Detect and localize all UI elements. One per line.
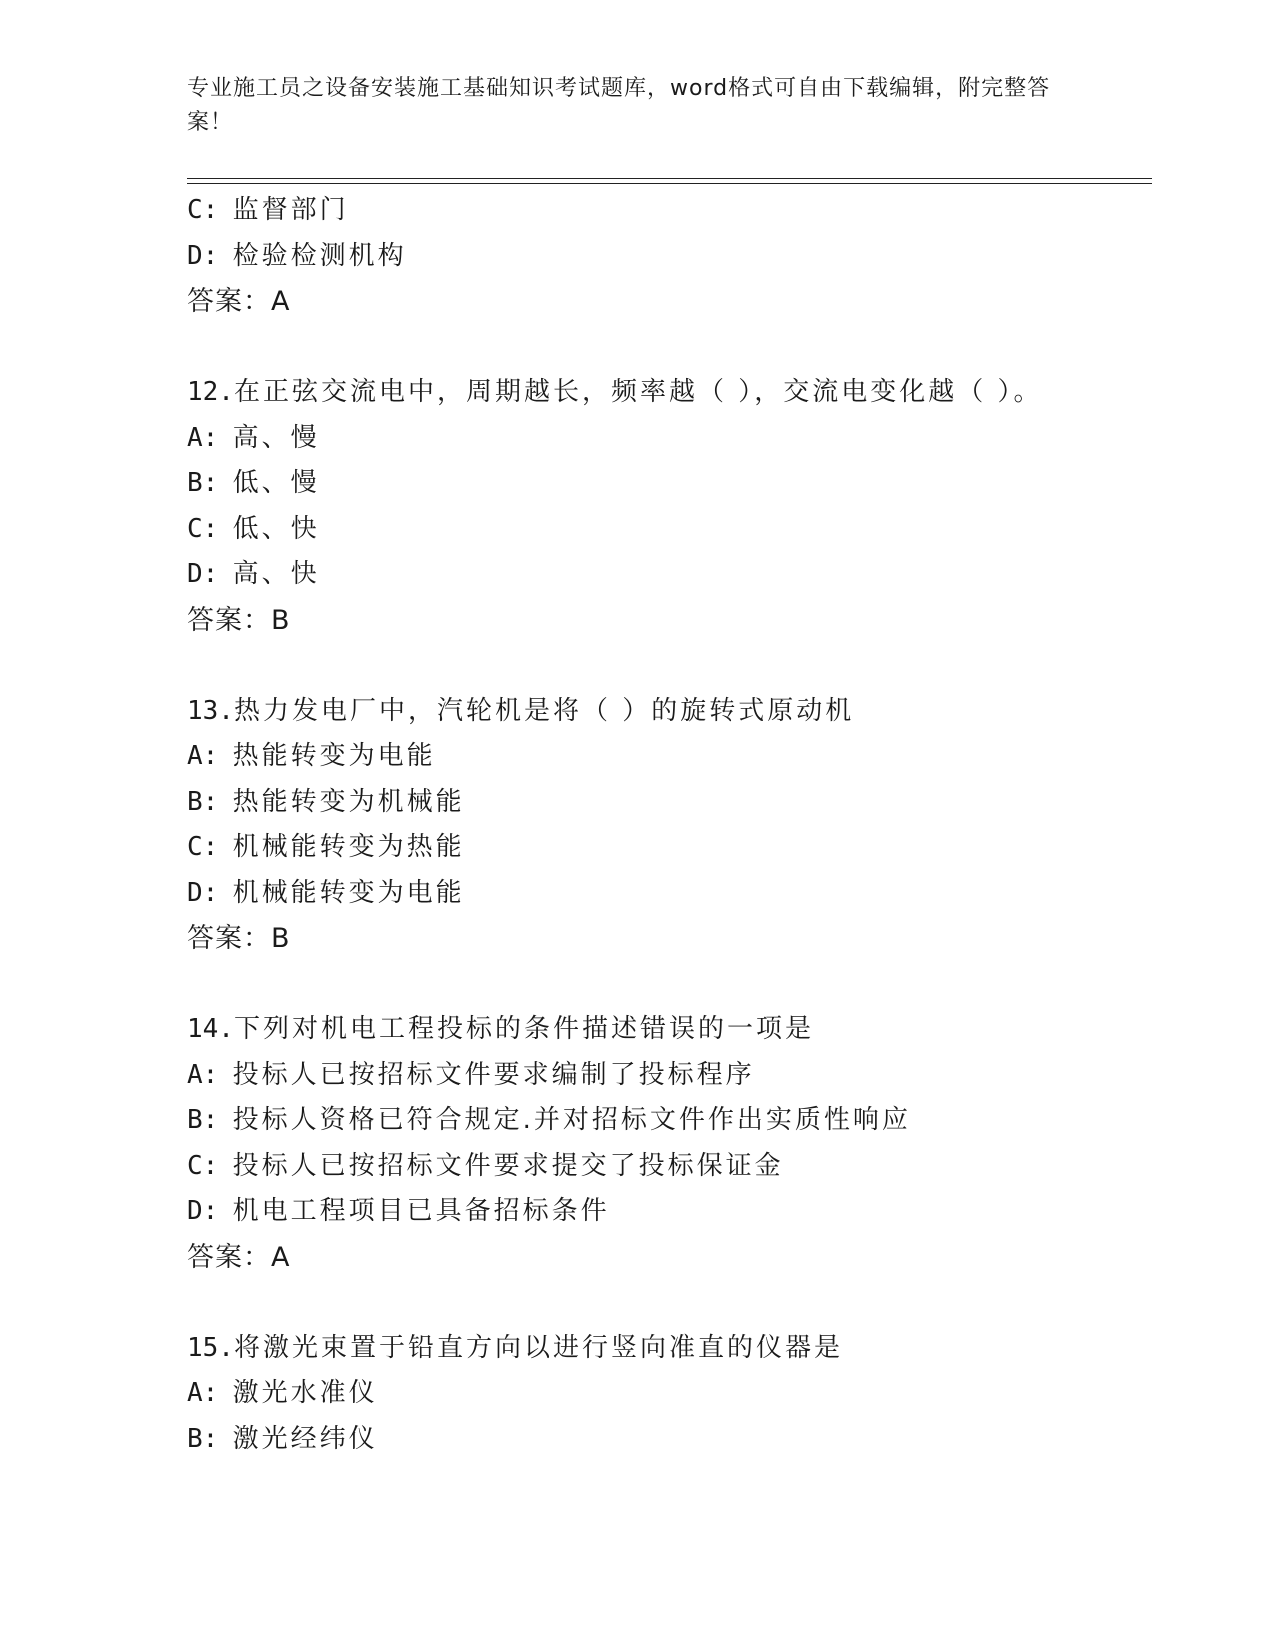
option-line	[187, 871, 1152, 917]
question-text: 将激光束置于铅直方向以进行竖向准直的仪器是	[233, 1332, 843, 1363]
option-text: 机电工程项目已具备招标条件	[232, 1196, 610, 1226]
option-label: A	[187, 1059, 203, 1090]
page-header	[187, 72, 1067, 140]
option-label: D	[187, 559, 203, 589]
option-separator: :	[202, 877, 219, 908]
answer-line: 答案：B	[187, 923, 291, 954]
option-label: D	[187, 240, 203, 271]
option-separator: :	[202, 1105, 219, 1135]
question-text: 热力发电厂中，汽轮机是将（ ）的旋转式原动机	[233, 695, 855, 726]
question-stem	[187, 689, 1152, 735]
option-label: D	[187, 877, 203, 908]
option-separator: :	[202, 468, 219, 498]
option-label: D	[187, 1196, 203, 1226]
option-separator: :	[202, 1196, 219, 1226]
option-line	[187, 461, 1152, 507]
spacer	[187, 325, 1152, 371]
option-text: 投标人已按招标文件要求提交了投标保证金	[232, 1150, 784, 1181]
option-separator: :	[202, 741, 219, 771]
option-text: 低、快	[232, 513, 320, 544]
option-line	[187, 188, 1152, 234]
option-text: 投标人已按招标文件要求编制了投标程序	[232, 1059, 755, 1090]
option-separator: :	[202, 1378, 219, 1408]
option-separator: :	[202, 559, 219, 589]
option-separator: :	[202, 832, 219, 862]
answer-line: 答案：B	[187, 604, 291, 636]
option-separator: :	[202, 786, 219, 817]
option-separator: :	[202, 1150, 219, 1181]
option-line	[187, 552, 1152, 598]
question-text: 下列对机电工程投标的条件描述错误的一项是	[233, 1014, 814, 1044]
spacer	[187, 1280, 1152, 1326]
option-label: A	[187, 422, 203, 453]
question-number: 13.	[187, 695, 234, 726]
option-text: 监督部门	[232, 195, 349, 225]
option-label: A	[187, 741, 203, 771]
option-line	[187, 734, 1152, 780]
option-line	[187, 507, 1152, 553]
option-separator: :	[202, 1423, 219, 1454]
question-stem	[187, 370, 1152, 416]
option-line	[187, 416, 1152, 462]
option-text: 机械能转变为热能	[232, 832, 465, 862]
document-title: 专业施工员之设备安装施工基础知识考试题库，word格式可自由下载编辑，附完整答案！	[187, 76, 1051, 135]
option-separator: :	[202, 1059, 219, 1090]
option-separator: :	[202, 422, 219, 453]
option-label: B	[187, 1105, 203, 1135]
option-line	[187, 780, 1152, 826]
option-text: 热能转变为机械能	[232, 786, 465, 817]
option-label: C	[187, 195, 203, 225]
option-label: B	[187, 1423, 203, 1454]
option-line	[187, 825, 1152, 871]
option-label: B	[187, 468, 203, 498]
option-text: 机械能转变为电能	[232, 877, 465, 908]
option-label: B	[187, 786, 203, 817]
option-label: A	[187, 1378, 203, 1408]
option-label: C	[187, 513, 203, 544]
spacer	[187, 962, 1152, 1008]
option-label: C	[187, 832, 203, 862]
option-line	[187, 1189, 1152, 1235]
option-text: 高、快	[232, 559, 320, 589]
answer-line: 答案：A	[187, 1241, 291, 1273]
option-text: 高、慢	[232, 422, 320, 453]
option-text: 投标人资格已符合规定.并对招标文件作出实质性响应	[232, 1105, 911, 1135]
option-line	[187, 1371, 1152, 1417]
option-line	[187, 1053, 1152, 1099]
option-line	[187, 1144, 1152, 1190]
option-text: 热能转变为电能	[232, 741, 436, 771]
question-number: 12.	[187, 377, 234, 407]
question-list	[187, 188, 1152, 1462]
option-label: C	[187, 1150, 203, 1181]
option-text: 激光水准仪	[232, 1378, 378, 1408]
option-line	[187, 234, 1152, 280]
option-separator: :	[202, 513, 219, 544]
header-divider	[187, 178, 1152, 184]
question-stem	[187, 1326, 1152, 1372]
spacer	[187, 643, 1152, 689]
option-line	[187, 1098, 1152, 1144]
option-line	[187, 1417, 1152, 1463]
option-text: 激光经纬仪	[232, 1423, 378, 1454]
question-text: 在正弦交流电中，周期越长，频率越（ ），交流电变化越（ ）。	[233, 377, 1043, 407]
question-number: 14.	[187, 1014, 234, 1044]
question-number: 15.	[187, 1332, 234, 1363]
answer-line: 答案：A	[187, 286, 291, 317]
option-text: 检验检测机构	[232, 240, 407, 271]
option-text: 低、慢	[232, 468, 320, 498]
option-separator: :	[202, 195, 219, 225]
option-separator: :	[202, 240, 219, 271]
question-stem	[187, 1007, 1152, 1053]
